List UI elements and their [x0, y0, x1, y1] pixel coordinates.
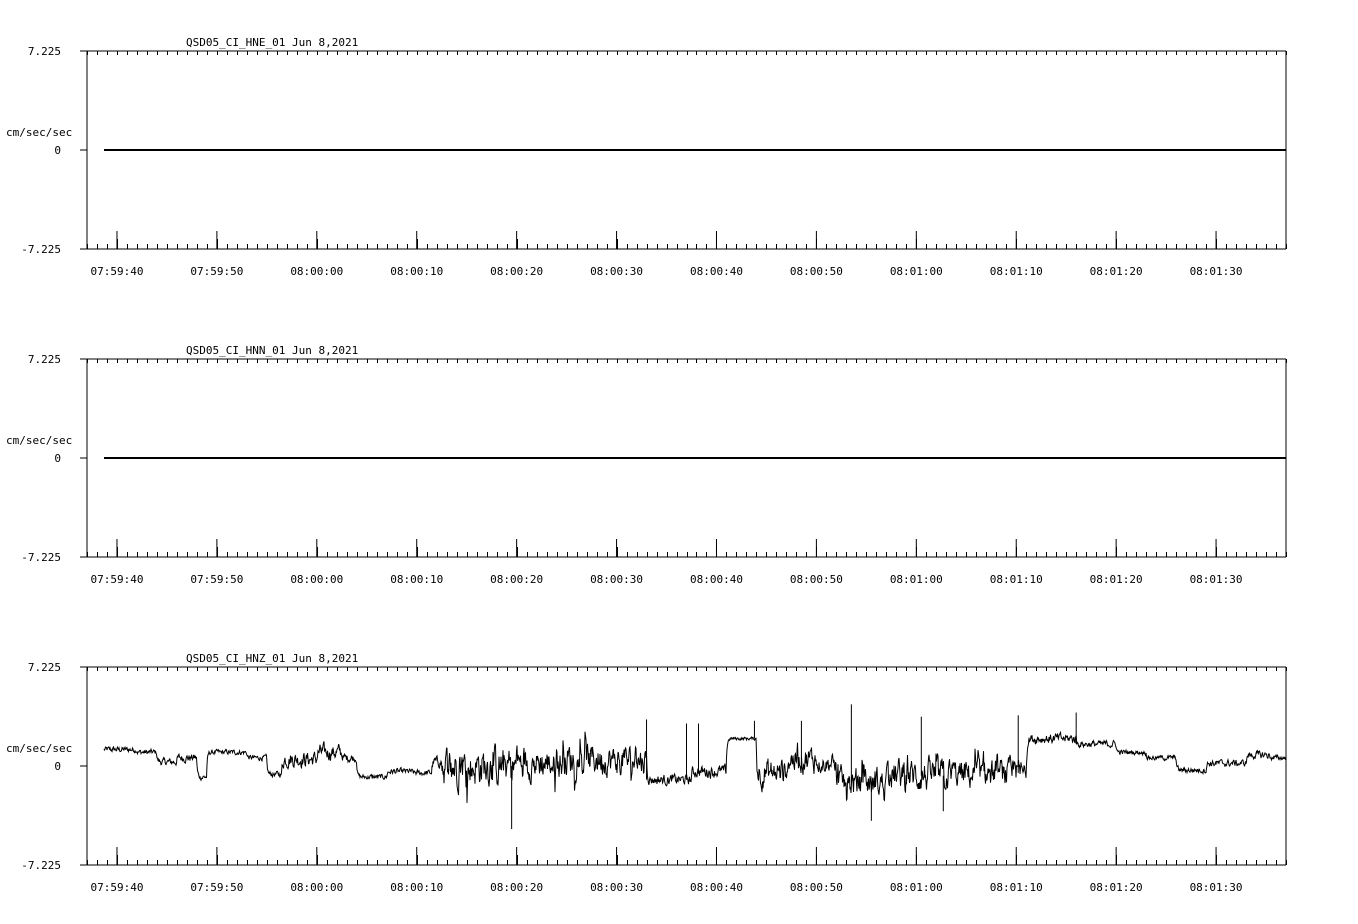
x-tick-label: 07:59:50 [190, 881, 244, 894]
y-tick-label: 7.225 [27, 661, 61, 674]
x-tick-label: 08:01:00 [889, 881, 943, 894]
x-tick-label: 08:00:30 [590, 573, 644, 586]
y-tick-label: -7.225 [21, 243, 61, 256]
x-tick-label: 08:00:00 [290, 573, 344, 586]
x-tick-label: 08:01:10 [989, 881, 1043, 894]
x-tick-label: 07:59:40 [90, 265, 144, 278]
y-tick-label: -7.225 [21, 551, 61, 564]
x-tick-label: 08:01:20 [1089, 265, 1143, 278]
x-tick-label: 08:00:20 [490, 265, 544, 278]
y-axis-label: cm/sec/sec [6, 434, 73, 447]
waveform-trace [104, 732, 1286, 803]
x-tick-label: 08:01:30 [1189, 265, 1243, 278]
x-tick-label: 08:00:50 [789, 881, 843, 894]
chart-title: QSD05_CI_HNN_01 Jun 8,2021 [186, 344, 359, 357]
x-tick-label: 08:01:30 [1189, 881, 1243, 894]
x-tick-label: 08:00:00 [290, 265, 344, 278]
x-tick-label: 08:01:30 [1189, 573, 1243, 586]
x-tick-label: 07:59:40 [90, 881, 144, 894]
chart-panel-2 [6, 344, 1287, 586]
x-tick-label: 07:59:50 [190, 573, 244, 586]
x-tick-label: 08:01:10 [989, 265, 1043, 278]
x-tick-label: 08:01:20 [1089, 573, 1143, 586]
x-tick-label: 08:00:40 [689, 573, 743, 586]
y-axis-label: cm/sec/sec [6, 126, 73, 139]
x-tick-label: 08:00:10 [390, 573, 444, 586]
chart-title: QSD05_CI_HNZ_01 Jun 8,2021 [186, 652, 359, 665]
x-tick-label: 07:59:50 [190, 265, 244, 278]
chart-title: QSD05_CI_HNE_01 Jun 8,2021 [186, 36, 359, 49]
x-tick-label: 08:00:20 [490, 573, 544, 586]
x-tick-label: 08:00:10 [390, 881, 444, 894]
x-tick-label: 08:00:30 [590, 265, 644, 278]
x-tick-label: 08:01:00 [889, 265, 943, 278]
x-tick-label: 08:00:40 [689, 265, 743, 278]
y-tick-label: 7.225 [27, 45, 61, 58]
x-tick-label: 08:01:10 [989, 573, 1043, 586]
y-tick-label: 0 [54, 144, 61, 157]
y-tick-label: 0 [54, 760, 61, 773]
x-tick-label: 08:00:20 [490, 881, 544, 894]
chart-panel-1 [6, 36, 1287, 278]
x-tick-label: 08:00:10 [390, 265, 444, 278]
x-tick-label: 07:59:40 [90, 573, 144, 586]
x-tick-label: 08:00:30 [590, 881, 644, 894]
y-tick-label: 0 [54, 452, 61, 465]
x-tick-label: 08:00:50 [789, 265, 843, 278]
x-tick-label: 08:01:00 [889, 573, 943, 586]
x-tick-label: 08:00:40 [689, 881, 743, 894]
y-axis-label: cm/sec/sec [6, 742, 73, 755]
x-tick-label: 08:00:50 [789, 573, 843, 586]
chart-panel-3 [6, 652, 1287, 894]
x-tick-label: 08:00:00 [290, 881, 344, 894]
y-tick-label: -7.225 [21, 859, 61, 872]
x-tick-label: 08:01:20 [1089, 881, 1143, 894]
y-tick-label: 7.225 [27, 353, 61, 366]
